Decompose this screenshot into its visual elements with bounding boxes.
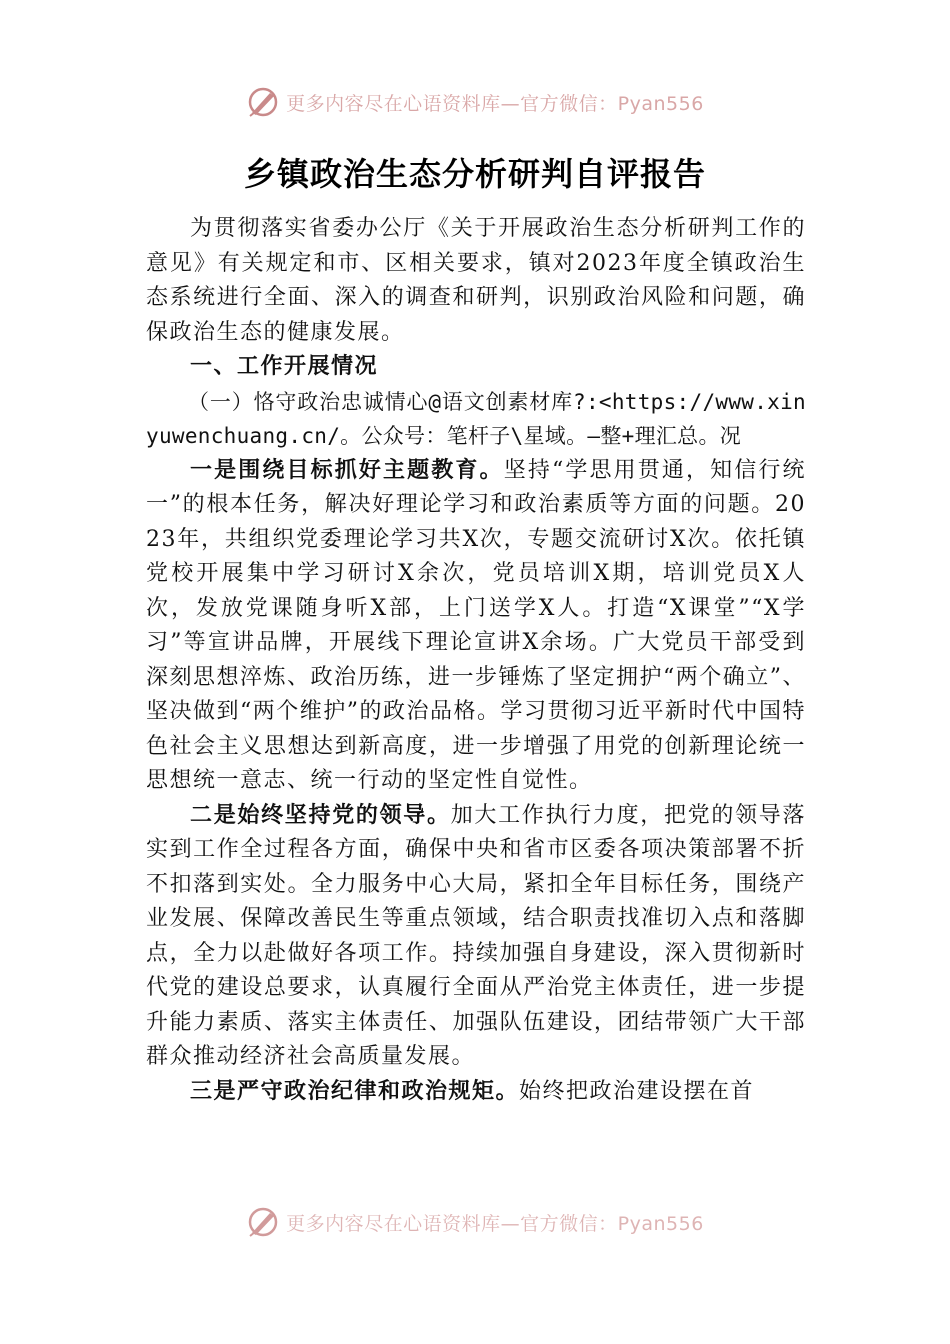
paragraph-2-lead: 二是始终坚持党的领导。 <box>190 802 451 828</box>
watermark-footer <box>0 1202 950 1242</box>
watermark-header <box>0 82 950 122</box>
paragraph-2 <box>146 799 806 1075</box>
paragraph-3 <box>146 1075 806 1110</box>
watermark-text: 更多内容尽在心语资料库—官方微信：Pyan556 <box>286 92 704 115</box>
subsection-heading: （一）恪守政治忠诚情心@语文创素材库?:<https://www.xinyuwenchuang.cn/。公众号：笔杆子\星域。—整+理汇总。况 <box>146 389 806 448</box>
section-heading: 一、工作开展情况 <box>190 354 379 379</box>
pen-logo-icon <box>246 85 280 119</box>
pen-logo-icon <box>246 1205 280 1239</box>
paragraph-2-body: 加大工作执行力度，把党的领导落实到工作全过程各方面，确保中央和省市区委各项决策部署不折不扣落到实处。全力服务中心大局，紧扣全年目标任务，围绕产业发展、保障改善民生等重点领域，结合职责找准切入点和落脚点，全力以赴做好各项工作。持续加强自身建设，深入贯彻新时代党的建设总要求，认真履行全面从严治党主体责任，进一步提升能力素质、落实主体责任、加强队伍建设，团结带领广大干部群众推动经济社会高质量发展。 <box>146 802 806 1069</box>
intro-paragraph: 为贯彻落实省委办公厅《关于开展政治生态分析研判工作的意见》有关规定和市、区相关要求，镇对2023年度全镇政治生态系统进行全面、深入的调查和研判，识别政治风险和问题，确保政治生态的健康发展。 <box>146 216 806 345</box>
paragraph-1-body: 坚持“学思用贯通，知信行统一”的根本任务，解决好理论学习和政治素质等方面的问题。2023年，共组织党委理论学习共X次，专题交流研讨X次。依托镇党校开展集中学习研讨X余次，党员培训X期，培训党员X人次，发放党课随身听X部，上门送学X人。打造“X课堂”“X学习”等宣讲品牌，开展线下理论宣讲X余场。广大党员干部受到深刻思想淬炼、政治历练，进一步锤炼了坚定拥护“两个确立”、坚决做到“两个维护”的政治品格。学习贯彻习近平新时代中国特色社会主义思想达到新高度，进一步增强了用党的创新理论统一思想统一意志、统一行动的坚定性自觉性。 <box>146 457 806 793</box>
watermark-text: 更多内容尽在心语资料库—官方微信：Pyan556 <box>286 1212 704 1235</box>
paragraph-3-body: 始终把政治建设摆在首 <box>519 1078 755 1104</box>
paragraph-1-lead: 一是围绕目标抓好主题教育。 <box>190 457 504 483</box>
paragraph-1 <box>146 454 806 799</box>
document-title: 乡镇政治生态分析研判自评报告 <box>243 155 706 193</box>
document-body <box>146 212 806 1109</box>
paragraph-3-lead: 三是严守政治纪律和政治规矩。 <box>190 1078 520 1104</box>
